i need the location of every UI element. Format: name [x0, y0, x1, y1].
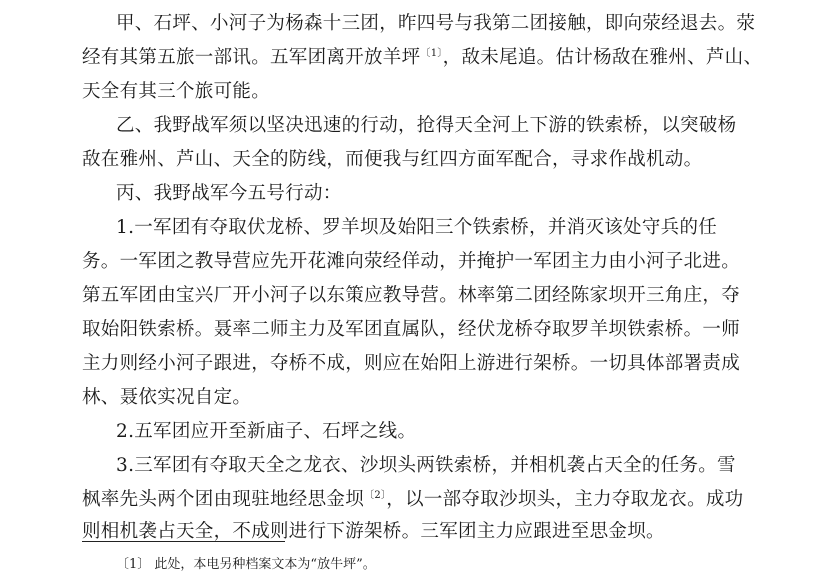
- item-3-line-2-text: 枫率先头两个团由现驻地经思金坝: [82, 489, 365, 510]
- paragraph-c-line-1: 丙、我野战军今五号行动：: [116, 183, 342, 204]
- item-3-line-1: 3.三军团有夺取天全之龙衣、沙坝头两铁索桥，并相机袭占天全的任务。雪: [116, 455, 736, 476]
- paragraph-a-line-3: 天全有其三个旅可能。: [82, 81, 271, 102]
- footnote-text: 此处，本电另种档案文本为“放牛坪”。: [154, 557, 376, 572]
- footnote-reference-1: 〔1〕: [420, 47, 443, 59]
- paragraph-b-line-2: 敌在雅州、芦山、天全的防线，而便我与红四方面军配合，寻求作战机动。: [82, 149, 703, 170]
- item-1-line-5: 主力则经小河子跟进，夺桥不成，则应在始阳上游进行架桥。一切具体部署责成: [82, 353, 741, 374]
- footnote: [116, 556, 376, 574]
- item-1-line-2: 务。一军团之教导营应先开花滩向荥经佯动，并掩护一军团主力由小河子北进。: [82, 251, 741, 272]
- paragraph-a-line-2-text: 经有其第五旅一部讯。五军团离开放羊坪: [82, 47, 421, 68]
- paragraph-a-line-1: 甲、石坪、小河子为杨森十三团，昨四号与我第二团接触，即向荥经退去。荥: [116, 13, 756, 34]
- paragraph-a-line-2: [82, 46, 762, 70]
- item-3-line-2-text-cont: ，以一部夺取沙坝头，主力夺取龙衣。成功: [386, 489, 744, 510]
- item-1-line-1: 1.一军团有夺取伏龙桥、罗羊坝及始阳三个铁索桥，并消灭该处守兵的任: [116, 217, 718, 238]
- footnote-divider: [82, 541, 285, 542]
- item-1-line-3: 第五军团由宝兴厂开小河子以东策应教导营。林率第二团经陈家坝开三角庄，夺: [82, 285, 741, 306]
- paragraph-b-line-1: 乙、我野战军须以坚决迅速的行动，抢得天全河上下游的铁索桥，以突破杨: [116, 115, 737, 136]
- item-3-line-2: [82, 488, 743, 512]
- item-2-line-1: 2.五军团应开至新庙子、石坪之线。: [116, 421, 417, 442]
- footnote-reference-2: 〔2〕: [364, 489, 387, 501]
- item-1-line-4: 取始阳铁索桥。聂率二师主力及军团直属队，经伏龙桥夺取罗羊坝铁索桥。一师: [82, 319, 741, 340]
- footnote-marker: 〔1〕: [116, 557, 151, 572]
- paragraph-a-line-2-text-cont: ，敌未尾追。估计杨敌在雅州、芦山、: [442, 47, 763, 68]
- item-3-line-3: 则相机袭占天全，不成则进行下游架桥。三军团主力应跟进至思金坝。: [82, 521, 665, 542]
- item-1-line-6: 林、聂依实况自定。: [82, 387, 252, 408]
